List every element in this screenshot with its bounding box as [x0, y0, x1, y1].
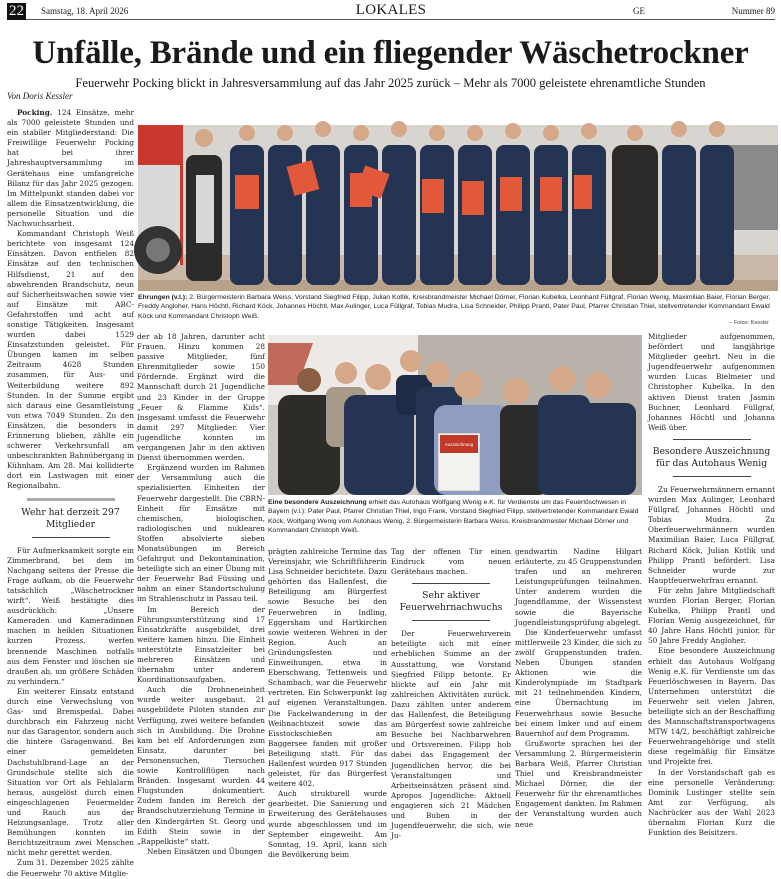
column-6	[648, 332, 775, 838]
award-photo-caption	[268, 498, 642, 536]
paragraph: Auch die Drohneneinheit wurde weiter ausgebaut. 21 ausgebildete Piloten standen zur Verfügung, zwei weitere befanden sich in Ausbildung. Die Drohne kam bei elf Anforderungen zum Einsatz, darunter bei Personensuchen, Tiersuchen sowie Kontrollflügen nach Bränden. Insgesamt wurden 44 Flugstunden dokumentiert. Zudem fanden im Bereich der Brandschutzerziehung Termine in den Kindergärten St. Georg und Edith Stein sowie in der „Rappelkiste“ statt.	[137, 685, 265, 846]
paragraph: Für Aufmerksamkeit sorgte ein Zimmerbrand, bei dem im Nachgang seitens der Presse die Frage aufkam, ob die Feuerwehr tatsächlich „Wäschetrockner wirft“. Weiß bestätigte dies ausdrücklich: „Unsere Kameraden und Kameradinnen machen in heiklen Situationen kurzen Prozess, werfen brennende Maschinen notfalls aus dem Fenster und löschen sie draußen ab, um größere Schäden zu verhindern.“	[7, 545, 134, 686]
divider	[673, 476, 751, 477]
award-photo	[268, 335, 642, 495]
issue-number: Nummer 89	[731, 6, 775, 16]
paragraph: Ein weiterer Einsatz entstand durch eine Verwechslung von Gas- und Bremspedal. Dabei durchbrach ein Fahrzeug nicht nur das Garagentor, sondern auch die hintere Garagenwand. Bei einer gemeldeten Dachstuhlbrand-Lage an der Grundschule stellte sich die Situation vor Ort als Fehlalarm heraus, ausgelöst durch einen eingeschlagenen Feuermelder und Rauch aus der Heizungsanlage. Trotz aller Bemühungen konnten im Berichtszeitraum zwei Menschen nicht mehr gerettet werden.	[7, 686, 134, 858]
caption-lead: Eine besondere Auszeichnung	[268, 499, 367, 506]
paragraph-text: 124 Einsätze, mehr als 7000 geleistete Stunden und ein stabiler Mitgliederstand: Die Freiwillige Feuerwehr Pocking hat bei ihrer Jahreshauptversammlung im Gerätehaus eine umfangreiche Bilanz für das Jahr 2025 gezogen. Im Mittelpunkt standen dabei vor allem die Einsatzentwicklung, die personelle Situation und die Nachwuchsarbeit.	[7, 108, 134, 229]
paragraph: Der Feuerwehrverein beteiligte sich mit einer erheblichen Summe an der Ausstattung, wie Vorstand Siegfried Filipp betonte. Er blickte auf ein Jahr mit zahlreichen Aktivitäten zurück. Dazu zählten unter anderem das Hallenfest, die Beteiligung am Bürgerfest sowie zahlreiche Besuche bei Nachbarwehren und Ortsvereinen. Filipp hob dabei das Engagement der Jugendlichen hervor, die bei Veranstaltungen und Arbeitseinsätzen präsent sind. Apropos Jugendliche: Aktuell engagieren sich 21 Mädchen und Buben in der Jugendfeuerwehr, die sich, wie Ju-	[391, 629, 511, 841]
edition-code: GE	[633, 6, 645, 16]
divider	[27, 498, 115, 501]
paragraph: Zu Feuerwehrmännern ernannt wurden Max Aulinger, Leonhard Füllgraf, Johannes Höchtl und Tobias Mudra. Zu Oberfeuerwehrmännern wurden Maximilian Baier, Luca Füllgraf, Richard Köck, Julian Kotlik und Philipp Prantl befördert. Lisa Schneider wurde zur Hauptfeuerwehrfrau ernannt.	[648, 484, 776, 585]
paragraph: prägten zahlreiche Termine das Vereinsjahr, wie Schriftführerin Lisa Schneider berichtete. Dazu gehörten das Hallenfest, die Beteiligung am Bürgerfest sowie Besuche bei den Feuerwehren in Indling, Eggersham und Hartkirchen sowie weiteren Wehren in der Region. Auch an Gründungsfesten und Einweihungen, etwa in Eberschwang, Tettenweis und Schambach, war die Feuerwehr vertreten. Ein Schwerpunkt lag auf eigenen Veranstaltungen. Die Fackelwanderung in der Weihnachtszeit sowie das Eisstockschießen am Baggersee fanden mit großer Beteiligung statt. Für das Hallenfest wurden 917 Stunden geleistet, für das Bürgerfest weitere 402.	[268, 547, 388, 789]
section-title: LOKALES	[355, 2, 427, 18]
subheading	[7, 492, 134, 546]
column-3	[268, 547, 387, 860]
subheading	[648, 433, 775, 485]
paragraph: Grußworte sprachen bei der Versammlung 2. Bürgermeisterin Barbara Weiß, Pfarrer Christian Thiel und Kreisbrandmeister Michael Dörner, die der Feuerwehr für ihr ehrenamtliches Engagement dankten. Im Rahmen der Veranstaltung wurden auch neue	[515, 738, 642, 829]
paragraph: Kommandant Christoph Weiß berichtete von insgesamt 124 Einsätzen. Davon entfielen 82 Einsätze auf den technischen Hilfsdienst, 21 auf den abwehrenden Brandschutz, neun auf Sicherheitswachen sowie vier auf Einsätze mit ABC-Gefahrstoffen und acht auf sonstige Tätigkeiten. Insgesamt wurden dabei 1529 Einsatzstunden geleistet. Für Übungen kamen im selben Zeitraum 4628 Stunden zusammen, für Aus- und Weiterbildung weitere 892 Stunden. In der Summe ergibt sich daraus eine Gesamtleistung von etwa 7049 Stunden. Zu den Einsätzen, die besonders in Erinnerung blieben, zählte ein schwerer Verkehrsunfall am unbeschrankten Bahnübergang in Kühnham. Am 28. Mai kollidierte dort ein Lastwagen mit einer Regionalbahn.	[7, 229, 134, 491]
column-2	[137, 332, 265, 857]
divider	[673, 439, 751, 440]
byline: Von Doris Kessler	[7, 91, 73, 101]
subheading-text: Wehr hat derzeit 297 Mitglieder	[21, 506, 120, 530]
caption-lead: Ehrungen (v.l.):	[138, 294, 188, 301]
paragraph	[7, 108, 134, 229]
group-photo-caption	[138, 293, 778, 321]
photo-credit: – Fotos: Kessler	[729, 320, 769, 326]
certificate-label: Auszeichnung	[444, 442, 474, 447]
article-headline: Unfälle, Brände und ein fliegender Wäschetrockner	[32, 35, 749, 71]
page-header	[7, 3, 775, 20]
article-subheadline: Feuerwehr Pocking blickt in Jahresversammlung auf das Jahr 2025 zurück – Mehr als 7000 geleistete ehrenamtliche Stunden	[75, 76, 706, 90]
dateline: Pocking.	[17, 108, 53, 117]
subheading	[391, 577, 511, 629]
group-photo-image	[138, 125, 778, 291]
paragraph: Ergänzend wurden im Rahmen der Versammlung auch die spezialisierten Einheiten der Feuerwehr dargestellt. Die CBRN-Einheit für Einsätze mit chemischen, biologischen, radiologischen und nuklearen Stoffen absolvierte sieben Monatsübungen im Bereich Gefahrgut und Dekontamination, beteiligte sich an einer Übung mit der Feuerwehr Bad Füssing und nahm an einer Standortschulung im Strahlenschutz in Passau teil.	[137, 463, 265, 604]
paragraph: Zum 31. Dezember 2025 zählte die Feuerwehr 70 aktive Mitglie-	[7, 858, 134, 878]
paragraph: Neben Einsätzen und Übungen	[147, 846, 263, 856]
paragraph: Auch strukturell wurde gearbeitet. Die Sanierung und Erweiterung des Gerätehauses wurde abgeschlossen und im September eingeweiht. Am Sonntag, 19. April, kann sich die Bevölkerung beim	[268, 789, 387, 859]
paragraph: Mitglieder aufgenommen, befördert und langjährige Mitglieder geehrt. Neu in die Jugendfeuerwehr aufgenommen wurden Lucas Bielmeier und Christopher Kubelka. In den aktiven Dienst traten Jasmin Buchner, Leonhard Füllgraf, Johannes Höchtl und Johanna Weiß über.	[648, 332, 775, 432]
group-photo	[138, 125, 778, 291]
issue-date: Samstag, 18. April 2026	[41, 6, 129, 16]
paragraph: Die Kinderfeuerwehr umfasst mittlerweile 23 Kinder, die sich zu zwölf Gruppenstunden trafen. Neben Übungen standen Aktionen wie die Kinderolympiade im Stadtpark mit 21 teilnehmenden Kindern, eine Übernachtung im Feuerwehrhaus sowie Besuche bei einem Imker und auf einem Bauernhof auf dem Programm.	[515, 627, 642, 738]
award-photo-image	[268, 335, 642, 495]
paragraph: Tag der offenen Tür einen Eindruck vom neuen Gerätehaus machen.	[391, 547, 511, 577]
paragraph: der ab 18 Jahren, darunter acht Frauen. Hinzu kommen 28 passive Mitglieder, fünf Ehrenmitglieder sowie 150 Fördernde. Ergänzt wird die Mannschaft durch 21 Jugendliche und 23 Kinder in der Gruppe „Feuer & Flamme Kids“. Insgesamt umfasst die Feuerwehr damit 297 Mitglieder. Vier Jugendliche konnten im vergangenen Jahr in den aktiven Dienst übernommen werden.	[137, 332, 265, 463]
divider	[32, 537, 110, 538]
paragraph: In der Vorstandschaft gab es eine personelle Veränderung: Dominik Lustinger stellte sein Amt zur Verfügung, als Nachrücker aus der Wahl 2023 übernahm Florian Kurz die Funktion des Beisitzers.	[648, 767, 775, 838]
subheading-text: Besondere Auszeichnung für das Autohaus Wenig	[652, 445, 771, 469]
caption-text: 2. Bürgermeisterin Barbara Weiss, Vorstand Siegfried Filipp, Julian Kotlik, Kreisbrandmeister Michael Dörner, Florian Kubelka, Leonhard Füllgraf, Florian Wenig, Maximilian Baier, Florian Berger, Freddy Angloher, Hans Höchtl, Richard Köck, Johannes Höchtl, Max Aulinger, Luca Füllgraf, Tobias Mudra, Lisa Schneider, Philipp Prantl, Pater Paul, Pfarrer Christian Thiel, stellvertretender Kommandant Ewald Köck und Kommandant Christoph Weiß.	[138, 294, 771, 320]
paragraph: Im Bereich der Führungsunterstützung sind 17 Einsatzkräfte ausgebildet, drei weitere kamen hinzu. Die Einheit unterstützte Einsatzleiter bei mehreren Einsätzen und übernahm unter anderem Koordinationsaufgaben.	[137, 604, 265, 685]
paragraph: gendwartin Nadine Hilgart erläuterte, zu 45 Gruppenstunden trafen und an mehreren Leistungsprüfungen teilnahmen. Unter anderem wurden die Jugendflamme, der Wissenstest sowie die Bayerische Jugendleistungsprüfung abgelegt.	[515, 547, 642, 627]
caption-text: erhielt das Autohaus Wolfgang Wenig e.K. für Verdienste um das Feuerlöschwesen in Bayern (v.l.): Pater Paul, Pfarrer Christian Thiel, Ingo Frank, Vorstand Siegfried Filipp, stellvertretender Kommandant Ewald Köck, Wolfgang Wenig vom Autohaus Wenig, 2. Bürgermeisterin Barbara Weiss, Kreisbrandmeister Michael Dörner und Kommandant Christoph Weiß.	[268, 499, 639, 535]
page-number: 22	[9, 3, 24, 19]
column-5	[515, 547, 642, 830]
divider	[412, 620, 490, 621]
paragraph: Eine besondere Auszeichnung erhielt das Autohaus Wolfgang Wenig e.K. für Verdienste um das Feuerlöschwesen in Bayern. Das Unternehmen unterstützt die Feuerwehr seit vielen Jahren, beteiligte sich an der Beschaffung des Mannschaftstransportwagens MTW 14/2, beschäftigt zahlreiche Feuerwehrangehörige und stellt diese regelmäßig für Einsätze und Projekte frei.	[648, 646, 775, 767]
divider	[412, 583, 490, 584]
subheading-text: Sehr aktiver Feuerwehrnachwuchs	[399, 590, 503, 614]
column-4	[391, 547, 511, 841]
column-1	[7, 108, 134, 879]
paragraph: Für zehn Jahre Mitgliedschaft wurden Florian Berger, Florian Kubelka, Philipp Prantl und Florian Wenig ausgezeichnet, für 40 Jahre Hans Höchtl junior, für 50 Jahre Freddy Angloher.	[648, 585, 775, 646]
